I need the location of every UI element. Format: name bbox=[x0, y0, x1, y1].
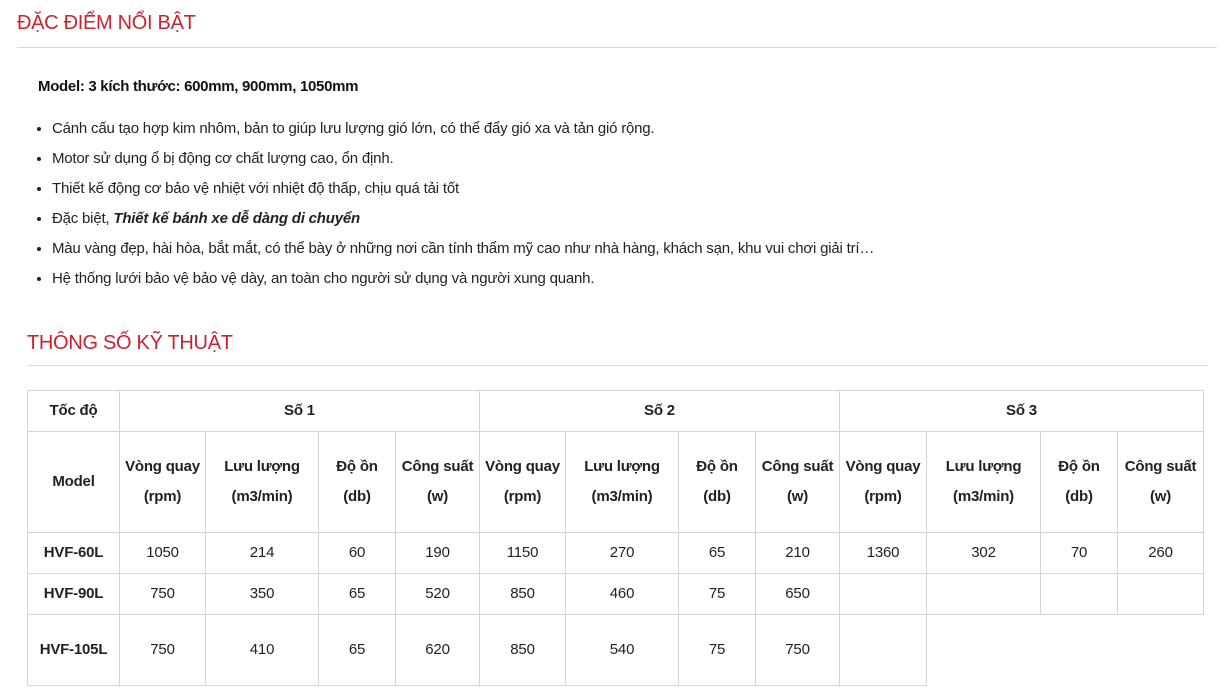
value-cell: 850 bbox=[480, 615, 566, 686]
value-cell: 650 bbox=[756, 574, 840, 615]
column-header: Lưu lượng (m3/min) bbox=[566, 432, 679, 533]
table-group-row bbox=[28, 391, 1204, 432]
feature-item bbox=[52, 206, 874, 236]
value-cell: 70 bbox=[1041, 533, 1118, 574]
empty-cell bbox=[840, 574, 927, 615]
feature-prefix: Đặc biệt, bbox=[52, 210, 114, 227]
empty-cell bbox=[1118, 574, 1204, 615]
value-cell: 750 bbox=[120, 615, 206, 686]
column-header: Lưu lượng (m3/min) bbox=[206, 432, 319, 533]
speed-header: Tốc độ bbox=[28, 391, 120, 432]
value-cell: 350 bbox=[206, 574, 319, 615]
value-cell: 460 bbox=[566, 574, 679, 615]
feature-item: • Hệ thống lưới bảo vệ bảo vệ dày, an toàn cho người sử dụng và người xung quanh. bbox=[52, 266, 874, 296]
model-sizes: Model: 3 kích thước: 600mm, 900mm, 1050mm bbox=[38, 78, 359, 95]
empty-cell bbox=[927, 574, 1041, 615]
feature-item: • Cánh cấu tạo hợp kim nhôm, bản to giúp lưu lượng gió lớn, có thể đẩy gió xa và tản gió rộng. bbox=[52, 116, 874, 146]
column-header: Độ ồn (db) bbox=[679, 432, 756, 533]
specs-heading: THÔNG SỐ KỸ THUẬT bbox=[27, 332, 1207, 366]
column-header: Vòng quay (rpm) bbox=[840, 432, 927, 533]
column-header: Lưu lượng (m3/min) bbox=[927, 432, 1041, 533]
empty-cell bbox=[840, 615, 927, 686]
value-cell: 302 bbox=[927, 533, 1041, 574]
model-cell: HVF-105L bbox=[28, 615, 120, 686]
model-header: Model bbox=[28, 432, 120, 533]
table-row bbox=[28, 533, 1204, 574]
value-cell: 620 bbox=[396, 615, 480, 686]
column-header: Công suất (w) bbox=[756, 432, 840, 533]
model-cell: HVF-60L bbox=[28, 533, 120, 574]
blank-cell bbox=[1041, 615, 1118, 686]
value-cell: 1050 bbox=[120, 533, 206, 574]
group-header: Số 2 bbox=[480, 391, 840, 432]
value-cell: 75 bbox=[679, 615, 756, 686]
feature-emphasis: Thiết kế bánh xe dễ dàng di chuyển bbox=[113, 210, 360, 227]
value-cell: 190 bbox=[396, 533, 480, 574]
value-cell: 1360 bbox=[840, 533, 927, 574]
features-heading: ĐẶC ĐIỂM NỔI BẬT bbox=[17, 12, 1217, 48]
value-cell: 65 bbox=[319, 574, 396, 615]
empty-cell bbox=[1041, 574, 1118, 615]
blank-cell bbox=[927, 615, 1041, 686]
feature-item: • Motor sử dụng ổ bị động cơ chất lượng cao, ổn định. bbox=[52, 146, 874, 176]
feature-item: • Màu vàng đẹp, hài hòa, bắt mắt, có thể bày ở những nơi cần tính thẩm mỹ cao như nhà hàng, khách sạn, khu vui chơi giải trí… bbox=[52, 236, 874, 266]
model-cell: HVF-90L bbox=[28, 574, 120, 615]
value-cell: 214 bbox=[206, 533, 319, 574]
value-cell: 75 bbox=[679, 574, 756, 615]
specs-table bbox=[27, 390, 1204, 686]
column-header: Công suất (w) bbox=[396, 432, 480, 533]
group-header: Số 1 bbox=[120, 391, 480, 432]
group-header: Số 3 bbox=[840, 391, 1204, 432]
column-header: Độ ồn (db) bbox=[1041, 432, 1118, 533]
value-cell: 210 bbox=[756, 533, 840, 574]
value-cell: 270 bbox=[566, 533, 679, 574]
table-column-row bbox=[28, 432, 1204, 533]
value-cell: 60 bbox=[319, 533, 396, 574]
table-row bbox=[28, 574, 1204, 615]
column-header: Vòng quay (rpm) bbox=[120, 432, 206, 533]
value-cell: 540 bbox=[566, 615, 679, 686]
value-cell: 260 bbox=[1118, 533, 1204, 574]
column-header: Vòng quay (rpm) bbox=[480, 432, 566, 533]
value-cell: 750 bbox=[120, 574, 206, 615]
features-list bbox=[30, 116, 874, 296]
value-cell: 65 bbox=[319, 615, 396, 686]
column-header: Công suất (w) bbox=[1118, 432, 1204, 533]
column-header: Độ ồn (db) bbox=[319, 432, 396, 533]
table-row bbox=[28, 615, 1204, 686]
value-cell: 750 bbox=[756, 615, 840, 686]
feature-item: • Thiết kế động cơ bảo vệ nhiệt với nhiệt độ thấp, chịu quá tải tốt bbox=[52, 176, 874, 206]
value-cell: 520 bbox=[396, 574, 480, 615]
value-cell: 1150 bbox=[480, 533, 566, 574]
value-cell: 65 bbox=[679, 533, 756, 574]
value-cell: 410 bbox=[206, 615, 319, 686]
value-cell: 850 bbox=[480, 574, 566, 615]
blank-cell bbox=[1118, 615, 1204, 686]
